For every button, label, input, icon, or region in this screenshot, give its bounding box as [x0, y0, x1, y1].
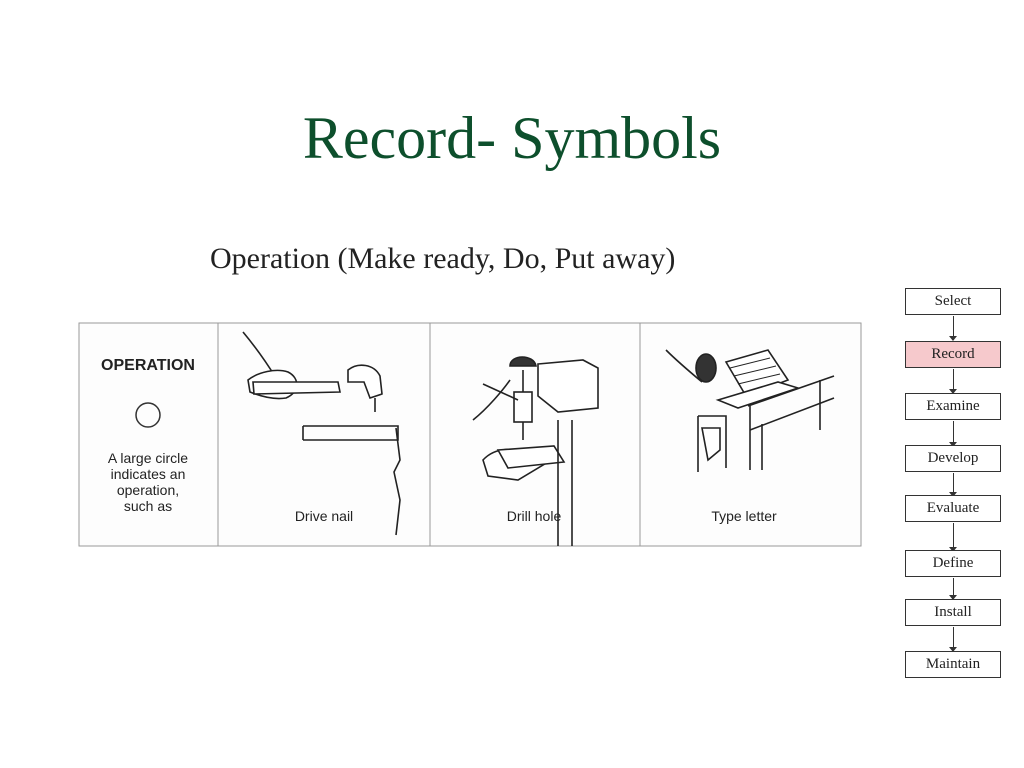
flow-step-select: Select — [905, 288, 1001, 315]
flow-step-define: Define — [905, 550, 1001, 577]
flow-step-maintain: Maintain — [905, 651, 1001, 678]
flow-step-install: Install — [905, 599, 1001, 626]
flow-arrow-icon — [953, 473, 954, 495]
operation-table-image — [78, 320, 862, 550]
flow-step-develop: Develop — [905, 445, 1001, 472]
description-line-1: A large circle — [107, 450, 189, 466]
flow-arrow-icon — [953, 421, 954, 445]
flow-arrow-icon — [953, 523, 954, 550]
description-line-2: indicates an — [110, 466, 186, 482]
operation-heading: OPERATION — [101, 357, 195, 374]
flow-arrow-icon — [953, 627, 954, 650]
slide-subtitle: Operation (Make ready, Do, Put away) — [210, 242, 676, 275]
example-type-letter: Type letter — [711, 508, 777, 524]
flow-arrow-icon — [953, 369, 954, 392]
flow-arrow-icon — [953, 578, 954, 598]
process-flowchart — [904, 287, 1004, 679]
flow-arrow-icon — [953, 316, 954, 339]
flow-step-evaluate: Evaluate — [905, 495, 1001, 522]
flow-step-examine: Examine — [905, 393, 1001, 420]
flow-step-record: Record — [905, 341, 1001, 368]
description-line-4: such as — [123, 498, 173, 514]
description-line-3: operation, — [116, 482, 180, 498]
example-drive-nail: Drive nail — [294, 508, 354, 524]
slide-title: Record- Symbols — [302, 105, 722, 171]
example-drill-hole: Drill hole — [506, 508, 562, 524]
